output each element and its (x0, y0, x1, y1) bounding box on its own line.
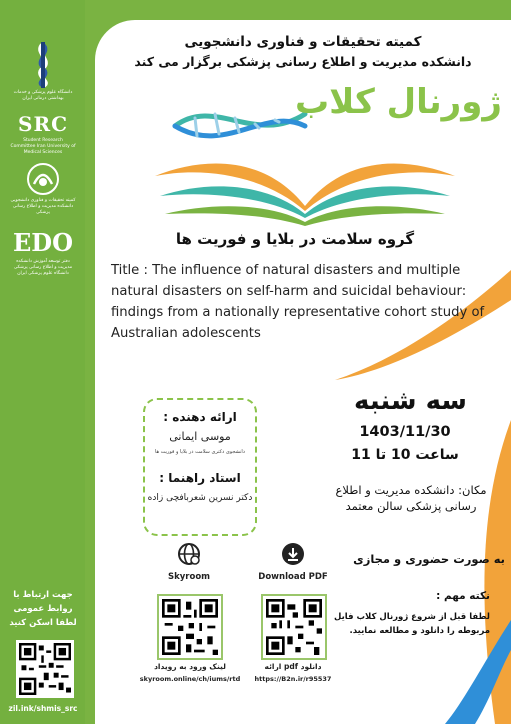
organizer-line-1: کمیته تحقیقات و فناوری دانشجویی (184, 34, 422, 50)
presenter-name: موسی ایمانی (169, 430, 231, 443)
qr-code-icon (266, 599, 322, 655)
skyroom-url[interactable]: skyroom.online/ch/iums/rtd (139, 675, 241, 683)
event-place: مکان: دانشکده مدیریت و اطلاع رسانی پزشکی سالن معتمد (335, 483, 487, 513)
sidebar (0, 0, 85, 724)
edo-logo (10, 228, 76, 277)
edo-logo-text: EDO (12, 228, 73, 257)
organizer-line-2: دانشکده مدیریت و اطلاع رسانی پزشکی برگزار می کند (134, 54, 472, 69)
university-emblem-icon (25, 42, 61, 88)
globe-icon (177, 542, 201, 566)
qr-code-icon (162, 599, 218, 655)
qr-code-icon (19, 643, 71, 695)
skyroom-qr-code[interactable] (157, 594, 223, 660)
event-date: 1403/11/30 (359, 424, 451, 440)
committee-emblem-icon (26, 162, 60, 196)
university-caption: دانشگاه علوم پزشکی و خدمات بهداشتی درمانی ایران (13, 90, 73, 101)
event-day: سه شنبه (354, 386, 467, 416)
src-logo (10, 112, 76, 156)
contact-line: لطفا اسکن کنید (9, 618, 77, 628)
article-title: Title : The influence of natural disasters and multiple natural disasters on self-harm and suicidal behaviour: findings from a nationally representative cohort study of Australian adolescents (111, 263, 485, 341)
download-url[interactable]: https://B2n.ir/r95537 (254, 675, 332, 683)
download-icon (281, 542, 305, 566)
committee-caption: کمیته تحقیقات و فناوری دانشجویی دانشکده مدیریت و اطلاع رسانی پزشکی (10, 198, 76, 215)
presenter-heading: ارائه دهنده : (163, 410, 237, 424)
supervisor-heading: استاد راهنما : (159, 471, 241, 485)
poster-card (95, 20, 511, 724)
journal-club-title: ژورنال کلاب (295, 82, 502, 122)
download-label: Download PDF (258, 572, 328, 582)
contact-url[interactable]: zil.ink/shmis_src (8, 704, 78, 713)
download-qr-code[interactable] (261, 594, 327, 660)
speakers-box (143, 398, 257, 536)
edo-caption: دفتر توسعه آموزش دانشکده مدیریت و اطلاع رسانی پزشکی دانشگاه علوم پزشکی ایران (13, 259, 73, 276)
src-logo-text: SRC (18, 112, 68, 136)
group-title: گروه سلامت در بلایا و فوریت ها (175, 230, 415, 248)
contact-line: روابط عمومی (13, 604, 73, 614)
supervisor-name: دکتر نسرین شعربافچی زاده (147, 493, 253, 503)
university-logo (10, 42, 76, 102)
skyroom-caption: لینک ورود به رویداد (154, 662, 226, 671)
presenter-subtitle: دانشجوی دکتری سلامت در بلایا و فوریت ها (154, 449, 246, 455)
note-body: لطفا قبل از شروع ژورنال کلاب فایل مربوطه را دانلود و مطالعه نمایید. (333, 612, 490, 636)
contact-line: جهت ارتباط با (13, 590, 73, 600)
event-time: ساعت 10 تا 11 (351, 447, 459, 463)
student-committee-logo (10, 162, 76, 216)
attendance-mode: به صورت حضوری و مجازی (353, 552, 505, 566)
src-caption: Student Research Committee Iran University of Medical Sciences (10, 138, 76, 155)
contact-text (6, 588, 80, 630)
note-heading: نکته مهم : (436, 590, 490, 602)
skyroom-label: Skyroom (167, 572, 211, 582)
contact-qr-code[interactable] (16, 640, 74, 698)
download-caption: دانلود pdf ارائه (264, 662, 322, 671)
